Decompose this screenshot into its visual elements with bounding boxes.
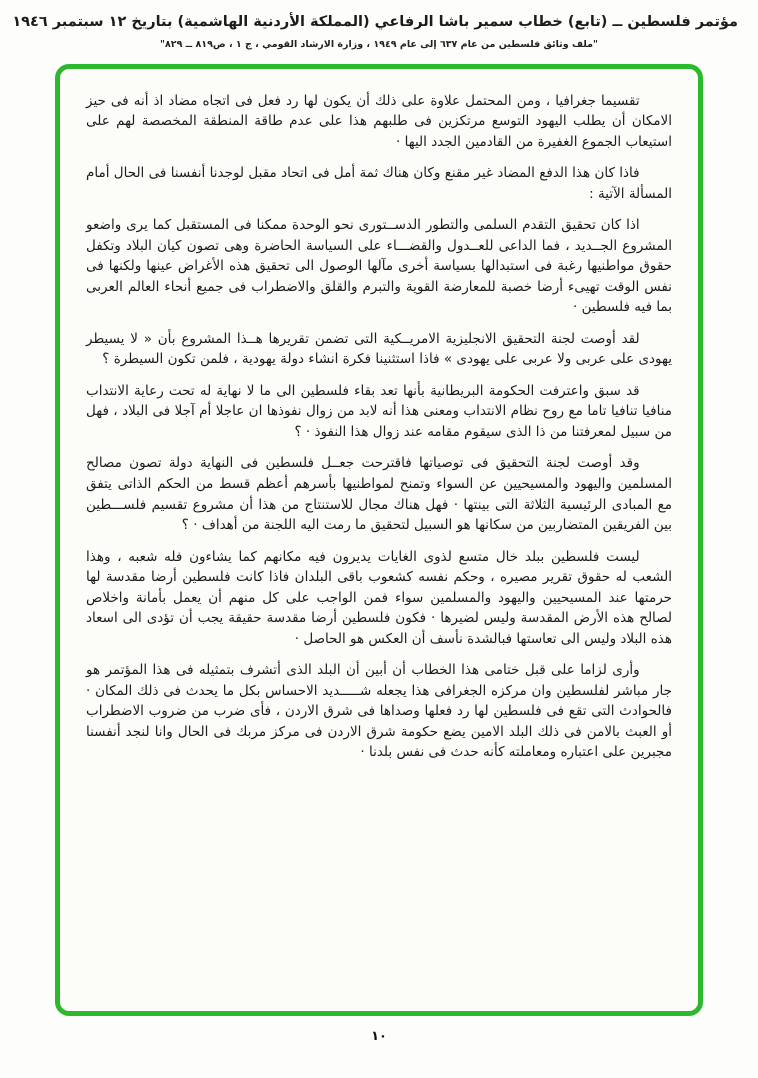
paragraph: قد سبق واعترفت الحكومة البريطانية بأنها تعد بقاء فلسطين الى ما لا نهاية له تحت رعاية الانتداب منافيا تنافيا تاما مع روح نظام الانتداب ومعنى هذا أنه لابد من زوال نفوذها ان عاجلا أم آجلا فى البلاد ، فهل من سبيل لمعرفتنا من ذا الذى سيقوم مقامه عند زوال هذا النفوذ · ؟ [86, 382, 672, 440]
paragraph: وقد أوصت لجنة التحقيق فى توصياتها فاقترحت جعــل فلسطين فى النهاية دولة تصون مصالح المسلمين واليهود والمسيحيين عن السواء وتمنح لمواطنيها بأسرهم أعظم قسط من الحكم الذاتى يتفق مع المبادى الرئيسية الثلاثة التى بينتها · فهل هناك مجال للاستنتاج من هذا أن مشروع تقسيم فلســـطين بين الفريقين المتضاربين من سكانها هو السبيل لتحقيق ما رمت اليه اللجنة من أهداف · ؟ [86, 455, 672, 534]
document-source-line: "ملف وثائق فلسطين من عام ٦٣٧ إلى عام ١٩٤٩ ، وزارة الارشاد القومي ، ج ١ ، ص٨١٩ ــ ٨٢٩" [160, 38, 598, 50]
page-number: ١٠ [371, 1028, 387, 1044]
paragraph: فاذا كان هذا الدفع المضاد غير مقنع وكان هناك ثمة أمل فى اتحاد مقبل لوجدنا أنفسنا فى الحال أمام المسألة الآتية : [86, 165, 672, 202]
scanned-text-frame [55, 64, 703, 1016]
paragraph: اذا كان تحقيق التقدم السلمى والتطور الدســتورى نحو الوحدة ممكنا فى المستقبل كما يرى واضعو المشروع الجــديد ، فما الداعى للعــدول والقضـــاء على السياسة الحاضرة وهى تصون كيان البلاد وتكفل حقوق مواطنيها رغبة فى استبدالها بسياسة أخرى مآلها الوصول الى تحقيق هذه الأغراض عينها ولكنها فى نفس الوقت تهيىء أرضا خصبة للمعارضة القوية والتبرم والقلق والاضطراب فى جميع أنحاء العالم العربى بما فيه فلسطين · [86, 217, 672, 316]
paragraph: تقسيما جغرافيا ، ومن المحتمل علاوة على ذلك أن يكون لها رد فعل فى اتجاه مضاد اذ أنه فى حيز الامكان أن يطلب اليهود التوسع مرتكزين فى طلبهم هذا على عدم طاقة المنطقة المخصصة لهم على استيعاب الجموع الغفيرة من القادمين الجدد اليها · [86, 92, 672, 150]
document-body [86, 91, 672, 763]
document-header [0, 12, 758, 50]
page-footer [0, 1025, 758, 1044]
document-title: مؤتمر فلسطين ــ (تابع) خطاب سمير باشا الرفاعي (المملكة الأردنية الهاشمية) بتاريخ ١٢ سبتمبر ١٩٤٦ [12, 14, 738, 30]
paragraph: ليست فلسطين ببلد خال متسع لذوى الغايات يديرون فيه مكانهم كما يشاءون فله شعبه ، وهذا الشعب له حقوق تقرير مصيره ، وحكم نفسه كشعوب باقى البلدان فاذا كانت فلسطين أرضا مقدسة لها حرمتها عند المسيحيين واليهود والمسلمين سواء فمن الواجب على كل منهم أن يعمل بأمانة واخلاص لصالح هذه الأرض المقدسة وليس لضيرها · فكون فلسطين أرضا مقدسة حقيقة يجب أن تؤدى الى اسعاد هذه البلاد وليس الى تعاستها فبالشدة نأسف أن العكس هو الحاصل · [86, 548, 672, 647]
paragraph: وأرى لزاما على قبل ختامى هذا الخطاب أن أبين أن البلد الذى أتشرف بتمثيله فى هذا المؤتمر هو جار مباشر لفلسطين وان مركزه الجغرافى هذا يجعله شـــــديد الاحساس بكل ما يحدث فى ذلك المكان · فالحوادث التى تقع فى فلسطين لها رد فعلها وصداها فى شرق الاردن ، فأى ضرب من ضروب الاضطراب أو العبث بالامن فى ذلك البلد الامين يضع حكومة شرق الاردن فى مركز مربك فى الحال وانا لنجد أنفسنا مجبرين على اعتباره ومعاملته كأنه حدث فى نفس بلدنا · [86, 662, 672, 761]
paragraph: لقد أوصت لجنة التحقيق الانجليزية الامريــكية التى تضمن تقريرها هــذا المشروع بأن « لا يسيطر يهودى على عربى ولا عربى على يهودى » فاذا استثنينا فكرة انشاء دولة يهودية ، فلمن تكون السيطرة ؟ [86, 330, 672, 368]
